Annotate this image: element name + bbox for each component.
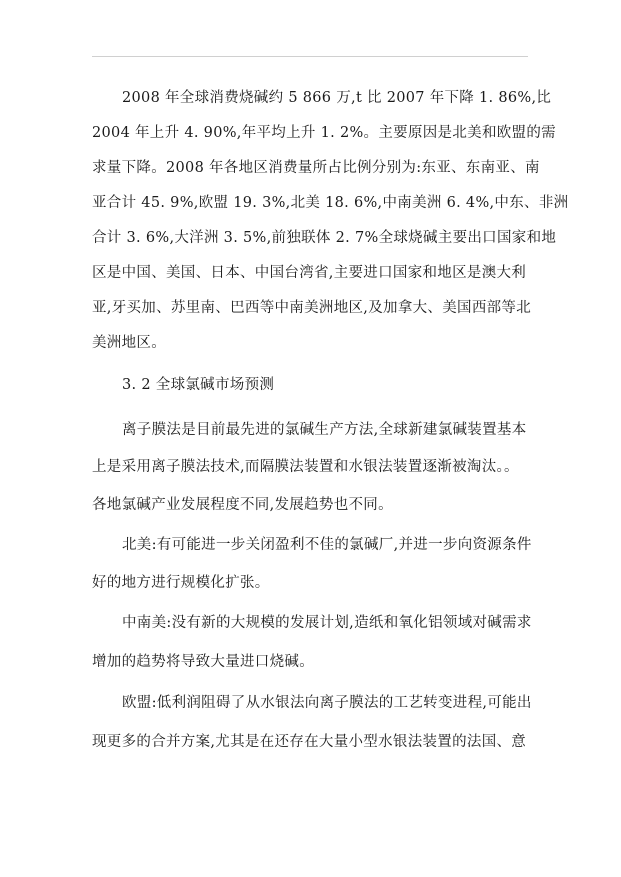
paragraph-line: 欧盟:低利润阻碍了从水银法向离子膜法的工艺转变进程,可能出 xyxy=(122,695,532,711)
paragraph-line: 求量下降。2008 年各地区消费量所占比例分别为:东亚、东南亚、南 xyxy=(92,160,540,176)
paragraph-line: 上是采用离子膜法技术,而隔膜法装置和水银法装置逐渐被淘汰。。 xyxy=(92,459,519,475)
paragraph-line: 亚,牙买加、苏里南、巴西等中南美洲地区,及加拿大、美国西部等北 xyxy=(92,300,532,316)
paragraph-line: 好的地方进行规模化扩张。 xyxy=(92,575,270,591)
header-divider xyxy=(92,56,528,57)
paragraph-line: 亚合计 45. 9%,欧盟 19. 3%,北美 18. 6%,中南美洲 6. 4%,中东、非洲 xyxy=(92,195,569,211)
paragraph-line: 北美:有可能进一步关闭盈利不佳的氯碱厂,并进一步向资源条件 xyxy=(122,537,532,553)
paragraph-line: 区是中国、美国、日本、中国台湾省,主要进口国家和地区是澳大利 xyxy=(92,265,527,281)
paragraph-line: 离子膜法是目前最先进的氯碱生产方法,全球新建氯碱装置基本 xyxy=(122,422,527,438)
paragraph-line: 各地氯碱产业发展程度不同,发展趋势也不同。 xyxy=(92,497,393,513)
paragraph-line: 现更多的合并方案,尤其是在还存在大量小型水银法装置的法国、意 xyxy=(92,734,527,750)
paragraph-line: 美洲地区。 xyxy=(92,335,166,351)
paragraph-line: 中南美:没有新的大规模的发展计划,造纸和氧化铝领域对碱需求 xyxy=(122,615,532,631)
paragraph-line: 2008 年全球消费烧碱约 5 866 万,t 比 2007 年下降 1. 86%,比 xyxy=(122,90,552,106)
paragraph-line: 2004 年上升 4. 90%,年平均上升 1. 2%。主要原因是北美和欧盟的需 xyxy=(92,125,556,141)
paragraph-line: 增加的趋势将导致大量进口烧碱。 xyxy=(92,654,314,670)
section-heading: 3. 2 全球氯碱市场预测 xyxy=(122,377,275,393)
paragraph-line: 合计 3. 6%,大洋洲 3. 5%,前独联体 2. 7%全球烧碱主要出口国家和地 xyxy=(92,230,557,246)
